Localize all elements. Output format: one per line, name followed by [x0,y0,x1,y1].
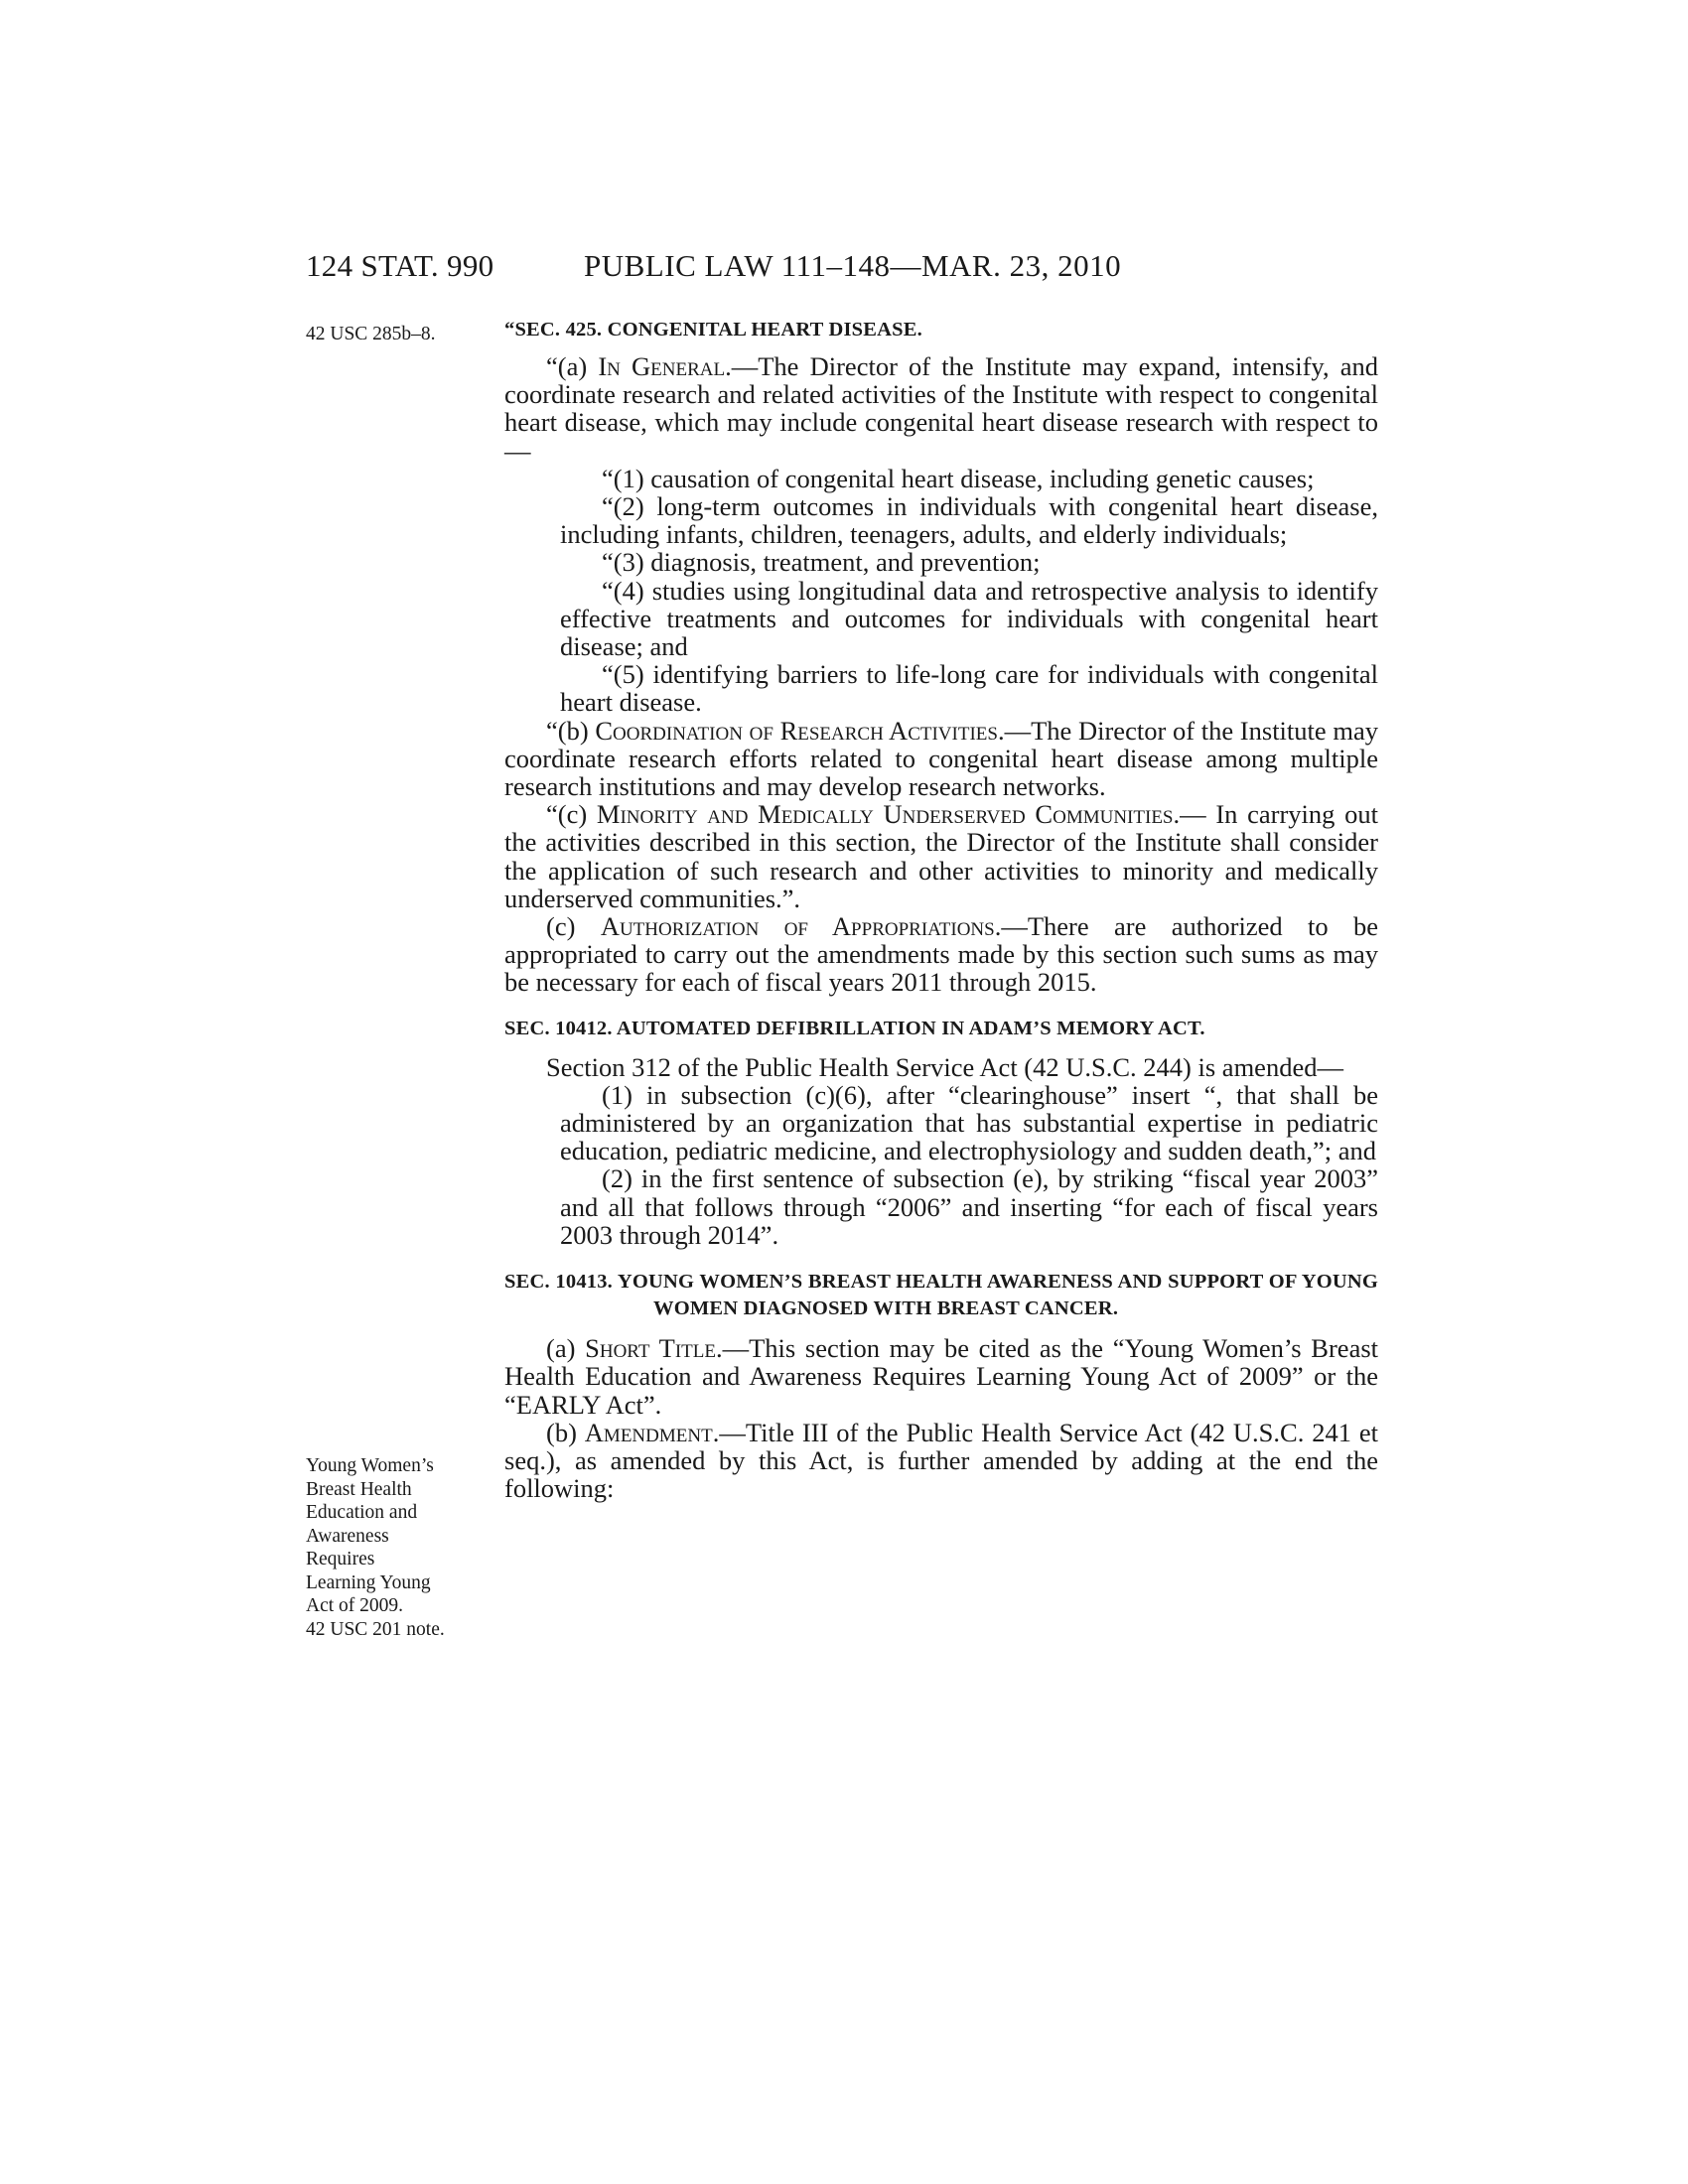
subsection-a-short-title: (a) Short Title.—This section may be cited as the “Young Women’s Breast Health Education and Awareness Requires Learning Young Act of 2009” or the “EARLY Act”. [504,1333,1379,1420]
margin-note-usc-285b: 42 USC 285b–8. [306,324,436,344]
caption: Amendment [584,1417,713,1447]
section-425-heading: “SEC. 425. CONGENITAL HEART DISEASE. [504,319,922,341]
caption: In General [598,351,726,381]
caption: Minority and Medically Underserved Communities [596,799,1174,830]
margin-note-line: Young Women’s [306,1455,434,1476]
statute-page-number: 124 STAT. 990 [306,248,494,283]
list-item: “(3) diagnosis, treatment, and prevention; [602,547,1041,578]
list-item: (2) in the first sentence of subsection (e), by striking “fiscal year 2003” and all that follows through “2006” and inserting “for each of fiscal years 2003 through 2014”. [560,1163,1378,1250]
public-law-title: PUBLIC LAW 111–148—MAR. 23, 2010 [584,248,1122,283]
margin-note-early-act [306,1454,485,1641]
caption: Short Title [585,1333,716,1364]
margin-note-line: Learning Young [306,1571,431,1593]
margin-note-line: Awareness [306,1525,389,1547]
subsection-b-coordination: “(b) Coordination of Research Activities.—The Director of the Institute may coordinate research efforts related to congenital heart disease among multiple research institutions and may develop research networks. [504,715,1378,802]
margin-note-line: Act of 2009. [306,1595,404,1616]
subsection-b-amendment: (b) Amendment.—Title III of the Public Health Service Act (42 U.S.C. 241 et seq.), as amended by this Act, is further amended by adding at the end the following: [504,1417,1378,1504]
list-item: “(2) long-term outcomes in individuals with congenital heart disease, including infants, children, teenagers, adults, and elderly individuals; [560,491,1378,550]
page-header [306,248,1378,288]
margin-note-line: 42 USC 201 note. [306,1618,445,1640]
list-item: “(5) identifying barriers to life-long care for individuals with congenital heart disease. [560,659,1378,718]
section-10413-heading: SEC. 10413. YOUNG WOMEN’S BREAST HEALTH AWARENESS AND SUPPORT OF YOUNG WOMEN DIAGNOSED WITH BREAST CANCER. [504,1271,1378,1320]
section-10412-intro: Section 312 of the Public Health Service Act (42 U.S.C. 244) is amended— [546,1051,1343,1082]
list-item: (1) in subsection (c)(6), after “clearinghouse” insert “, that shall be administered by an organization that has substantial expertise in pediatric education, pediatric medicine, and electrophysiology and sudden death,”; and [560,1079,1378,1166]
caption: Coordination of Research Activities [595,715,998,746]
margin-note-line: Requires [306,1549,375,1570]
subsection-c-authorization: (c) Authorization of Appropriations.—There are authorized to be appropriated to carry out the amendments made by this section such sums as may be necessary for each of fiscal years 2011 through 2015. [504,911,1378,998]
subsection-c-minority: “(c) Minority and Medically Underserved Communities.— In carrying out the activities described in this section, the Director of the Institute shall consider the application of such research and other activities to minority and medically underserved communities.”. [504,799,1378,913]
list-item: “(1) causation of congenital heart disease, including genetic causes; [602,463,1315,493]
document-body [504,318,1378,1502]
margin-note-line: Education and [306,1502,418,1523]
list-item: “(4) studies using longitudinal data and retrospective analysis to identify effective treatments and outcomes for individuals with congenital heart disease; and [560,575,1378,662]
caption: Authorization of Appropriations [600,911,995,942]
margin-note-line: Breast Health [306,1478,412,1500]
subsection-a-in-general: “(a) In General.—The Director of the Institute may expand, intensify, and coordinate research and related activities of the Institute with respect to congenital heart disease, which may include congenital heart disease research with respect to— [504,351,1378,466]
section-10412-heading: SEC. 10412. AUTOMATED DEFIBRILLATION IN ADAM’S MEMORY ACT. [504,1017,1205,1039]
